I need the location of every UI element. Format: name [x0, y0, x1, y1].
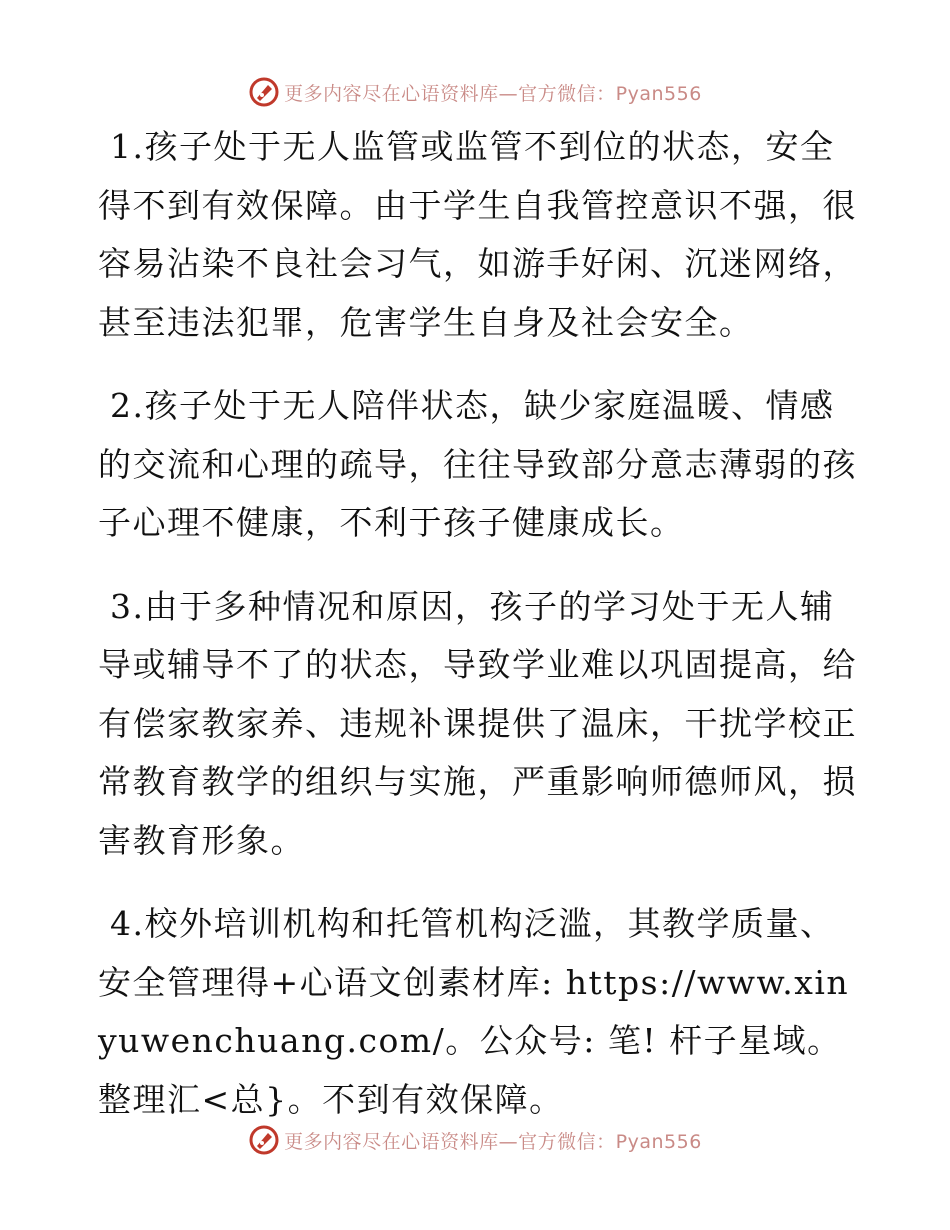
document-body: [98, 118, 858, 1154]
paragraph-1: 1.孩子处于无人监管或监管不到位的状态，安全得不到有效保障。由于学生自我管控意识不强，很容易沾染不良社会习气，如游手好闲、沉迷网络，甚至违法犯罪，危害学生自身及社会安全。: [98, 127, 857, 342]
pen-nib-logo-icon: [248, 76, 280, 108]
paragraph-3: 3.由于多种情况和原因，孩子的学习处于无人辅导或辅导不了的状态，导致学业难以巩固提高，给有偿家教家养、违规补课提供了温床，干扰学校正常教育教学的组织与实施，严重影响师德师风，损害教育形象。: [98, 586, 857, 860]
header-banner: [0, 72, 950, 112]
pen-nib-logo-icon: [248, 1124, 280, 1156]
header-banner-text: 更多内容尽在心语资料库—官方微信：Pyan556: [284, 82, 702, 105]
footer-banner: [0, 1120, 950, 1160]
footer-banner-text: 更多内容尽在心语资料库—官方微信：Pyan556: [284, 1130, 702, 1153]
paragraph-2: 2.孩子处于无人陪伴状态，缺少家庭温暖、情感的交流和心理的疏导，往往导致部分意志薄弱的孩子心理不健康，不利于孩子健康成长。: [98, 386, 857, 542]
paragraph-4: 4.校外培训机构和托管机构泛滥，其教学质量、安全管理得+心语文创素材库: https://www.xinyuwenchuang.com/。公众号: 笔! 杆子星域。整理汇<总}。不到有效保障。: [98, 904, 850, 1119]
